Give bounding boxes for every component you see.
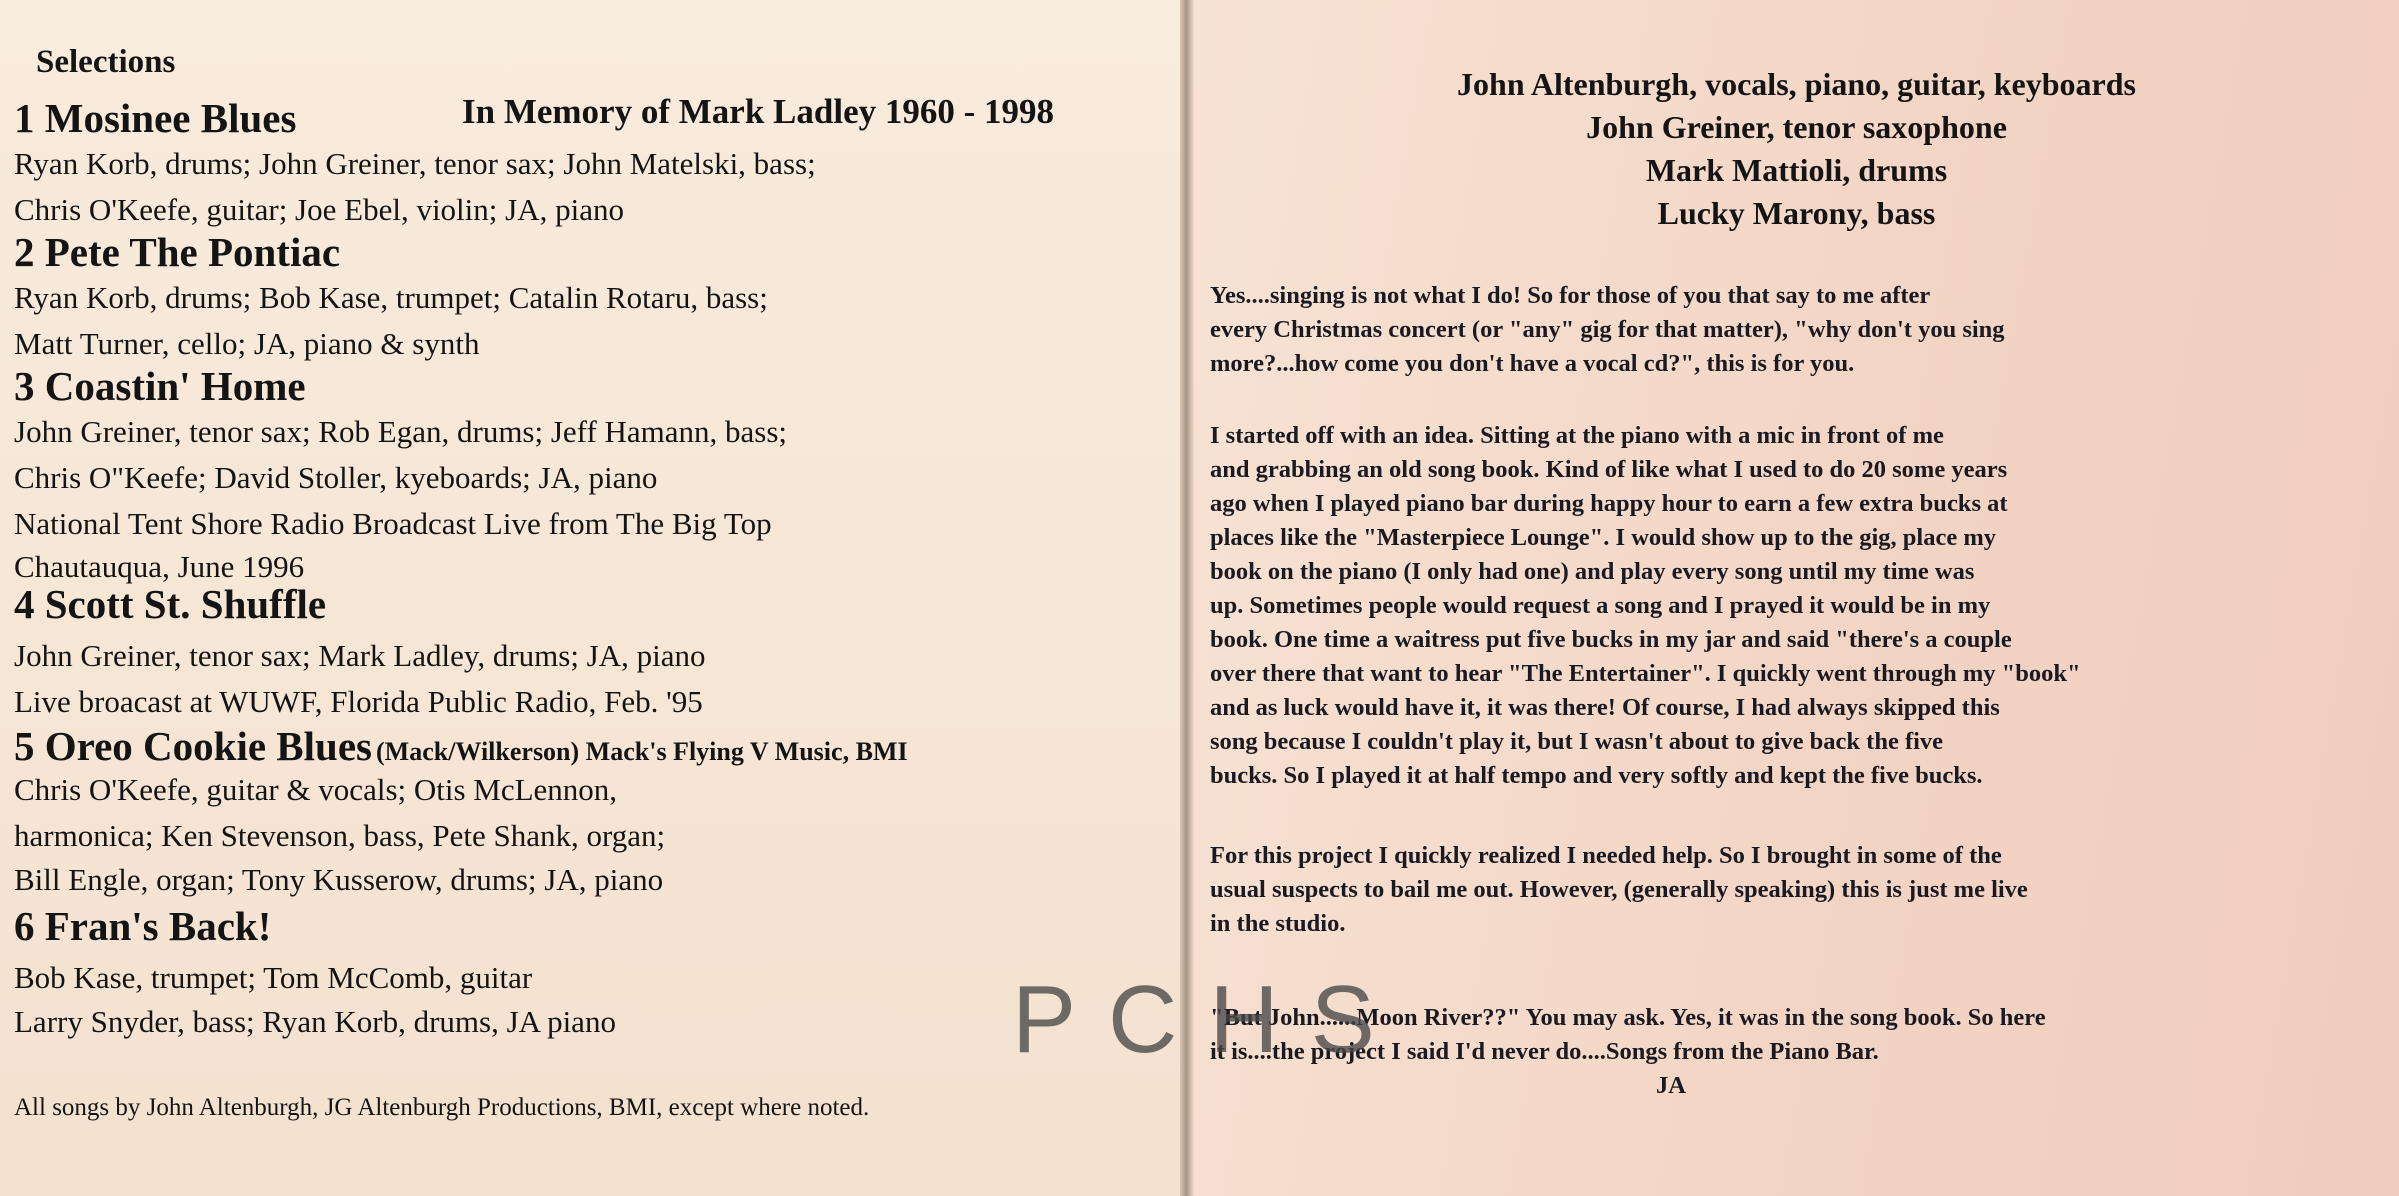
liner-notes-line: usual suspects to bail me out. However, (generally speaking) this is just me live: [1210, 876, 2028, 903]
lineup-line: Mark Mattioli, drums: [1645, 152, 1948, 188]
liner-notes-line: bucks. So I played it at half tempo and very softly and kept the five bucks.: [1210, 762, 1983, 789]
track-4-credit-line: John Greiner, tenor sax; Mark Ladley, drums; JA, piano: [14, 638, 706, 673]
track-6-credit-line: Bob Kase, trumpet; Tom McComb, guitar: [14, 960, 533, 995]
liner-notes-line: book. One time a waitress put five bucks in my jar and said "there's a couple: [1210, 626, 2012, 653]
liner-notes-line: it is....the project I said I'd never do....Songs from the Piano Bar.: [1210, 1038, 1879, 1065]
liner-notes-line: I started off with an idea. Sitting at the piano with a mic in front of me: [1210, 422, 1944, 449]
track-5-publisher-note: (Mack/Wilkerson) Mack's Flying V Music, BMI: [376, 737, 908, 766]
track-5-title: 5 Oreo Cookie Blues: [14, 723, 372, 769]
track-6-credit-line: Larry Snyder, bass; Ryan Korb, drums, JA piano: [14, 1004, 616, 1039]
track-2-credit-line: Ryan Korb, drums; Bob Kase, trumpet; Catalin Rotaru, bass;: [14, 280, 768, 315]
track-3-credit-line: John Greiner, tenor sax; Rob Egan, drums; Jeff Hamann, bass;: [14, 414, 788, 449]
liner-notes-line: places like the "Masterpiece Lounge". I would show up to the gig, place my: [1210, 524, 1997, 551]
liner-notes-line: song because I couldn't play it, but I wasn't about to give back the five: [1210, 728, 1944, 755]
liner-notes-line: For this project I quickly realized I needed help. So I brought in some of the: [1210, 842, 2002, 869]
track-1-title: 1 Mosinee Blues: [14, 95, 297, 141]
track-5-credit-line: Chris O'Keefe, guitar & vocals; Otis McLennon,: [14, 772, 618, 807]
memorial-dedication: In Memory of Mark Ladley 1960 - 1998: [462, 92, 1055, 131]
track-1-credit-line: Chris O'Keefe, guitar; Joe Ebel, violin; JA, piano: [14, 192, 624, 227]
lineup-line: John Altenburgh, vocals, piano, guitar, keyboards: [1457, 66, 2136, 102]
track-3-credit-line: Chautauqua, June 1996: [14, 549, 305, 584]
track-1-credit-line: Ryan Korb, drums; John Greiner, tenor sax; John Matelski, bass;: [14, 146, 816, 181]
lineup-line: Lucky Marony, bass: [1657, 195, 1936, 231]
track-6-title: 6 Fran's Back!: [14, 903, 272, 949]
liner-notes-line: and as luck would have it, it was there! Of course, I had always skipped this: [1210, 694, 2000, 721]
copyright-footer: All songs by John Altenburgh, JG Altenburgh Productions, BMI, except where noted.: [14, 1094, 870, 1121]
track-2-title: 2 Pete The Pontiac: [14, 229, 341, 275]
track-4-credit-line: Live broacast at WUWF, Florida Public Radio, Feb. '95: [14, 684, 703, 719]
liner-notes-line: book on the piano (I only had one) and play every song until my time was: [1210, 558, 1975, 585]
selections-heading: Selections: [36, 44, 176, 80]
track-2-credit-line: Matt Turner, cello; JA, piano & synth: [14, 326, 480, 361]
liner-notes-line: and grabbing an old song book. Kind of like what I used to do 20 some years: [1210, 456, 2008, 483]
track-5-credit-line: harmonica; Ken Stevenson, bass, Pete Shank, organ;: [14, 818, 666, 853]
watermark-text: PCHS: [1012, 966, 1407, 1073]
liner-notes-line: "But John......Moon River??" You may ask. Yes, it was in the song book. So here: [1210, 1004, 2046, 1031]
liner-notes-line: Yes....singing is not what I do! So for those of you that say to me after: [1210, 282, 1931, 309]
liner-notes-line: ago when I played piano bar during happy hour to earn a few extra bucks at: [1210, 490, 2008, 517]
liner-notes-line: in the studio.: [1210, 910, 1346, 937]
track-3-credit-line: National Tent Shore Radio Broadcast Live from The Big Top: [14, 506, 772, 541]
liner-notes-line: more?...how come you don't have a vocal cd?", this is for you.: [1210, 350, 1855, 377]
liner-notes-line: every Christmas concert (or "any" gig for that matter), "why don't you sing: [1210, 316, 2005, 343]
track-5-heading: [14, 722, 908, 770]
track-3-credit-line: Chris O"Keefe; David Stoller, kyeboards; JA, piano: [14, 460, 658, 495]
liner-notes-line: over there that want to hear "The Entertainer". I quickly went through my "book": [1210, 660, 2081, 687]
musician-lineup: [1194, 66, 2399, 238]
track-4-title: 4 Scott St. Shuffle: [14, 581, 327, 627]
signature: JA: [1656, 1072, 1686, 1099]
track-5-credit-line: Bill Engle, organ; Tony Kusserow, drums; JA, piano: [14, 862, 664, 897]
left-page: [0, 0, 1180, 1196]
lineup-line: John Greiner, tenor saxophone: [1586, 109, 2007, 145]
track-3-title: 3 Coastin' Home: [14, 363, 306, 409]
liner-notes-line: up. Sometimes people would request a song and I prayed it would be in my: [1210, 592, 1991, 619]
